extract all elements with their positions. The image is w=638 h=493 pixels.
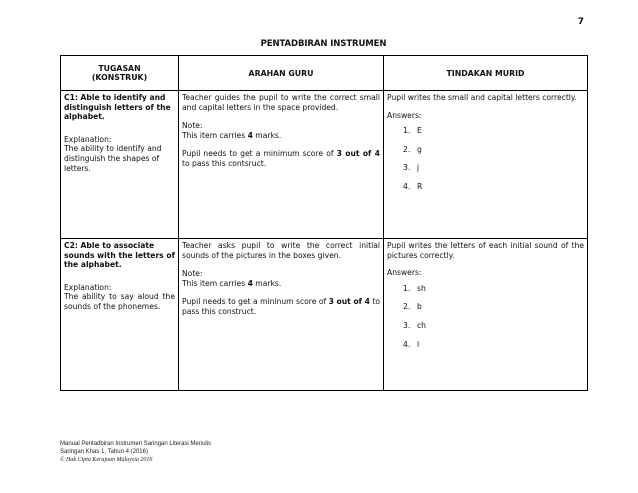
instruction-text: Teacher guides the pupil to write the correct small and capital letters in the space provided. — [182, 93, 380, 112]
copyright-text: © Hak Cipta Kerajaan Malaysia 2016 — [60, 457, 153, 463]
explanation-label: Explanation: — [64, 282, 112, 292]
pass-score: 3 out of 4 — [336, 149, 380, 159]
table-row — [61, 239, 588, 391]
pass-score: 3 out of 4 — [328, 297, 370, 307]
construct-title: C2: Able to associate sounds with the letters of the alphabet. — [64, 241, 175, 270]
pass-requirement: Pupil needs to get a mininum score of 3 out of 4 to pass this construct. — [182, 297, 380, 316]
table-row — [61, 91, 588, 239]
explanation-text: The ability to identify and distinguish the shapes of letters. — [64, 144, 162, 173]
instruction-text: Teacher asks pupil to write the correct initial sounds of the pictures in the boxes given. — [182, 241, 380, 260]
list-item: 1. E — [403, 126, 422, 136]
note-text: This item carries 4 marks. — [182, 278, 282, 288]
action-text: Pupil writes the letters of each initial sound of the pictures correctly. — [387, 241, 584, 260]
explanation-label: Explanation: — [64, 134, 112, 144]
instrument-table — [60, 55, 588, 391]
construct-cell — [61, 239, 179, 391]
header-tugasan — [61, 56, 179, 91]
action-text: Pupil writes the small and capital letters correctly. — [387, 93, 577, 102]
footer-line: Saringan Khas 1, Tahun 4 (2016) — [60, 449, 148, 455]
answers-label: Answers: — [387, 110, 422, 120]
header-tindakan-murid: TINDAKAN MURID — [384, 56, 588, 91]
list-item: 4. R — [403, 181, 423, 191]
list-item: 2. b — [403, 302, 422, 312]
header-tugasan-label: TUGASAN (KONSTRUK) — [91, 64, 148, 82]
note-text: This item carries 4 marks. — [182, 130, 282, 140]
document-footer — [60, 440, 211, 464]
answers-list — [387, 284, 584, 349]
pupil-action-cell — [384, 91, 588, 239]
construct-title: C1: Able to identify and distinguish letters of the alphabet. — [64, 93, 171, 122]
header-arahan-guru: ARAHAN GURU — [179, 56, 384, 91]
footer-line: Manual Pentadbiran Instrumen Saringan Literasi Menulis — [60, 441, 212, 447]
teacher-instruction-cell — [179, 91, 384, 239]
teacher-instruction-cell — [179, 239, 384, 391]
answers-label: Answers: — [387, 268, 422, 278]
note-marks: 4 — [247, 278, 253, 288]
note-label: Note: — [182, 269, 203, 279]
list-item: 1. sh — [403, 283, 426, 293]
explanation-text: The ability to say aloud the sounds of the phonemes. — [64, 292, 175, 311]
note-label: Note: — [182, 121, 203, 131]
pupil-action-cell — [384, 239, 588, 391]
note-marks: 4 — [247, 130, 253, 140]
document-title: PENTADBIRAN INSTRUMEN — [260, 39, 387, 49]
page-number: 7 — [577, 17, 584, 27]
pass-requirement: Pupil needs to get a minimum score of 3 out of 4 to pass this contsruct. — [182, 149, 380, 168]
table-header-row — [61, 56, 588, 91]
list-item: 3. ch — [403, 320, 426, 330]
list-item: 2. g — [403, 144, 422, 154]
construct-cell — [61, 91, 179, 239]
list-item: 3. j — [403, 163, 420, 173]
list-item: 4. l — [403, 339, 420, 349]
answers-list — [387, 126, 584, 191]
